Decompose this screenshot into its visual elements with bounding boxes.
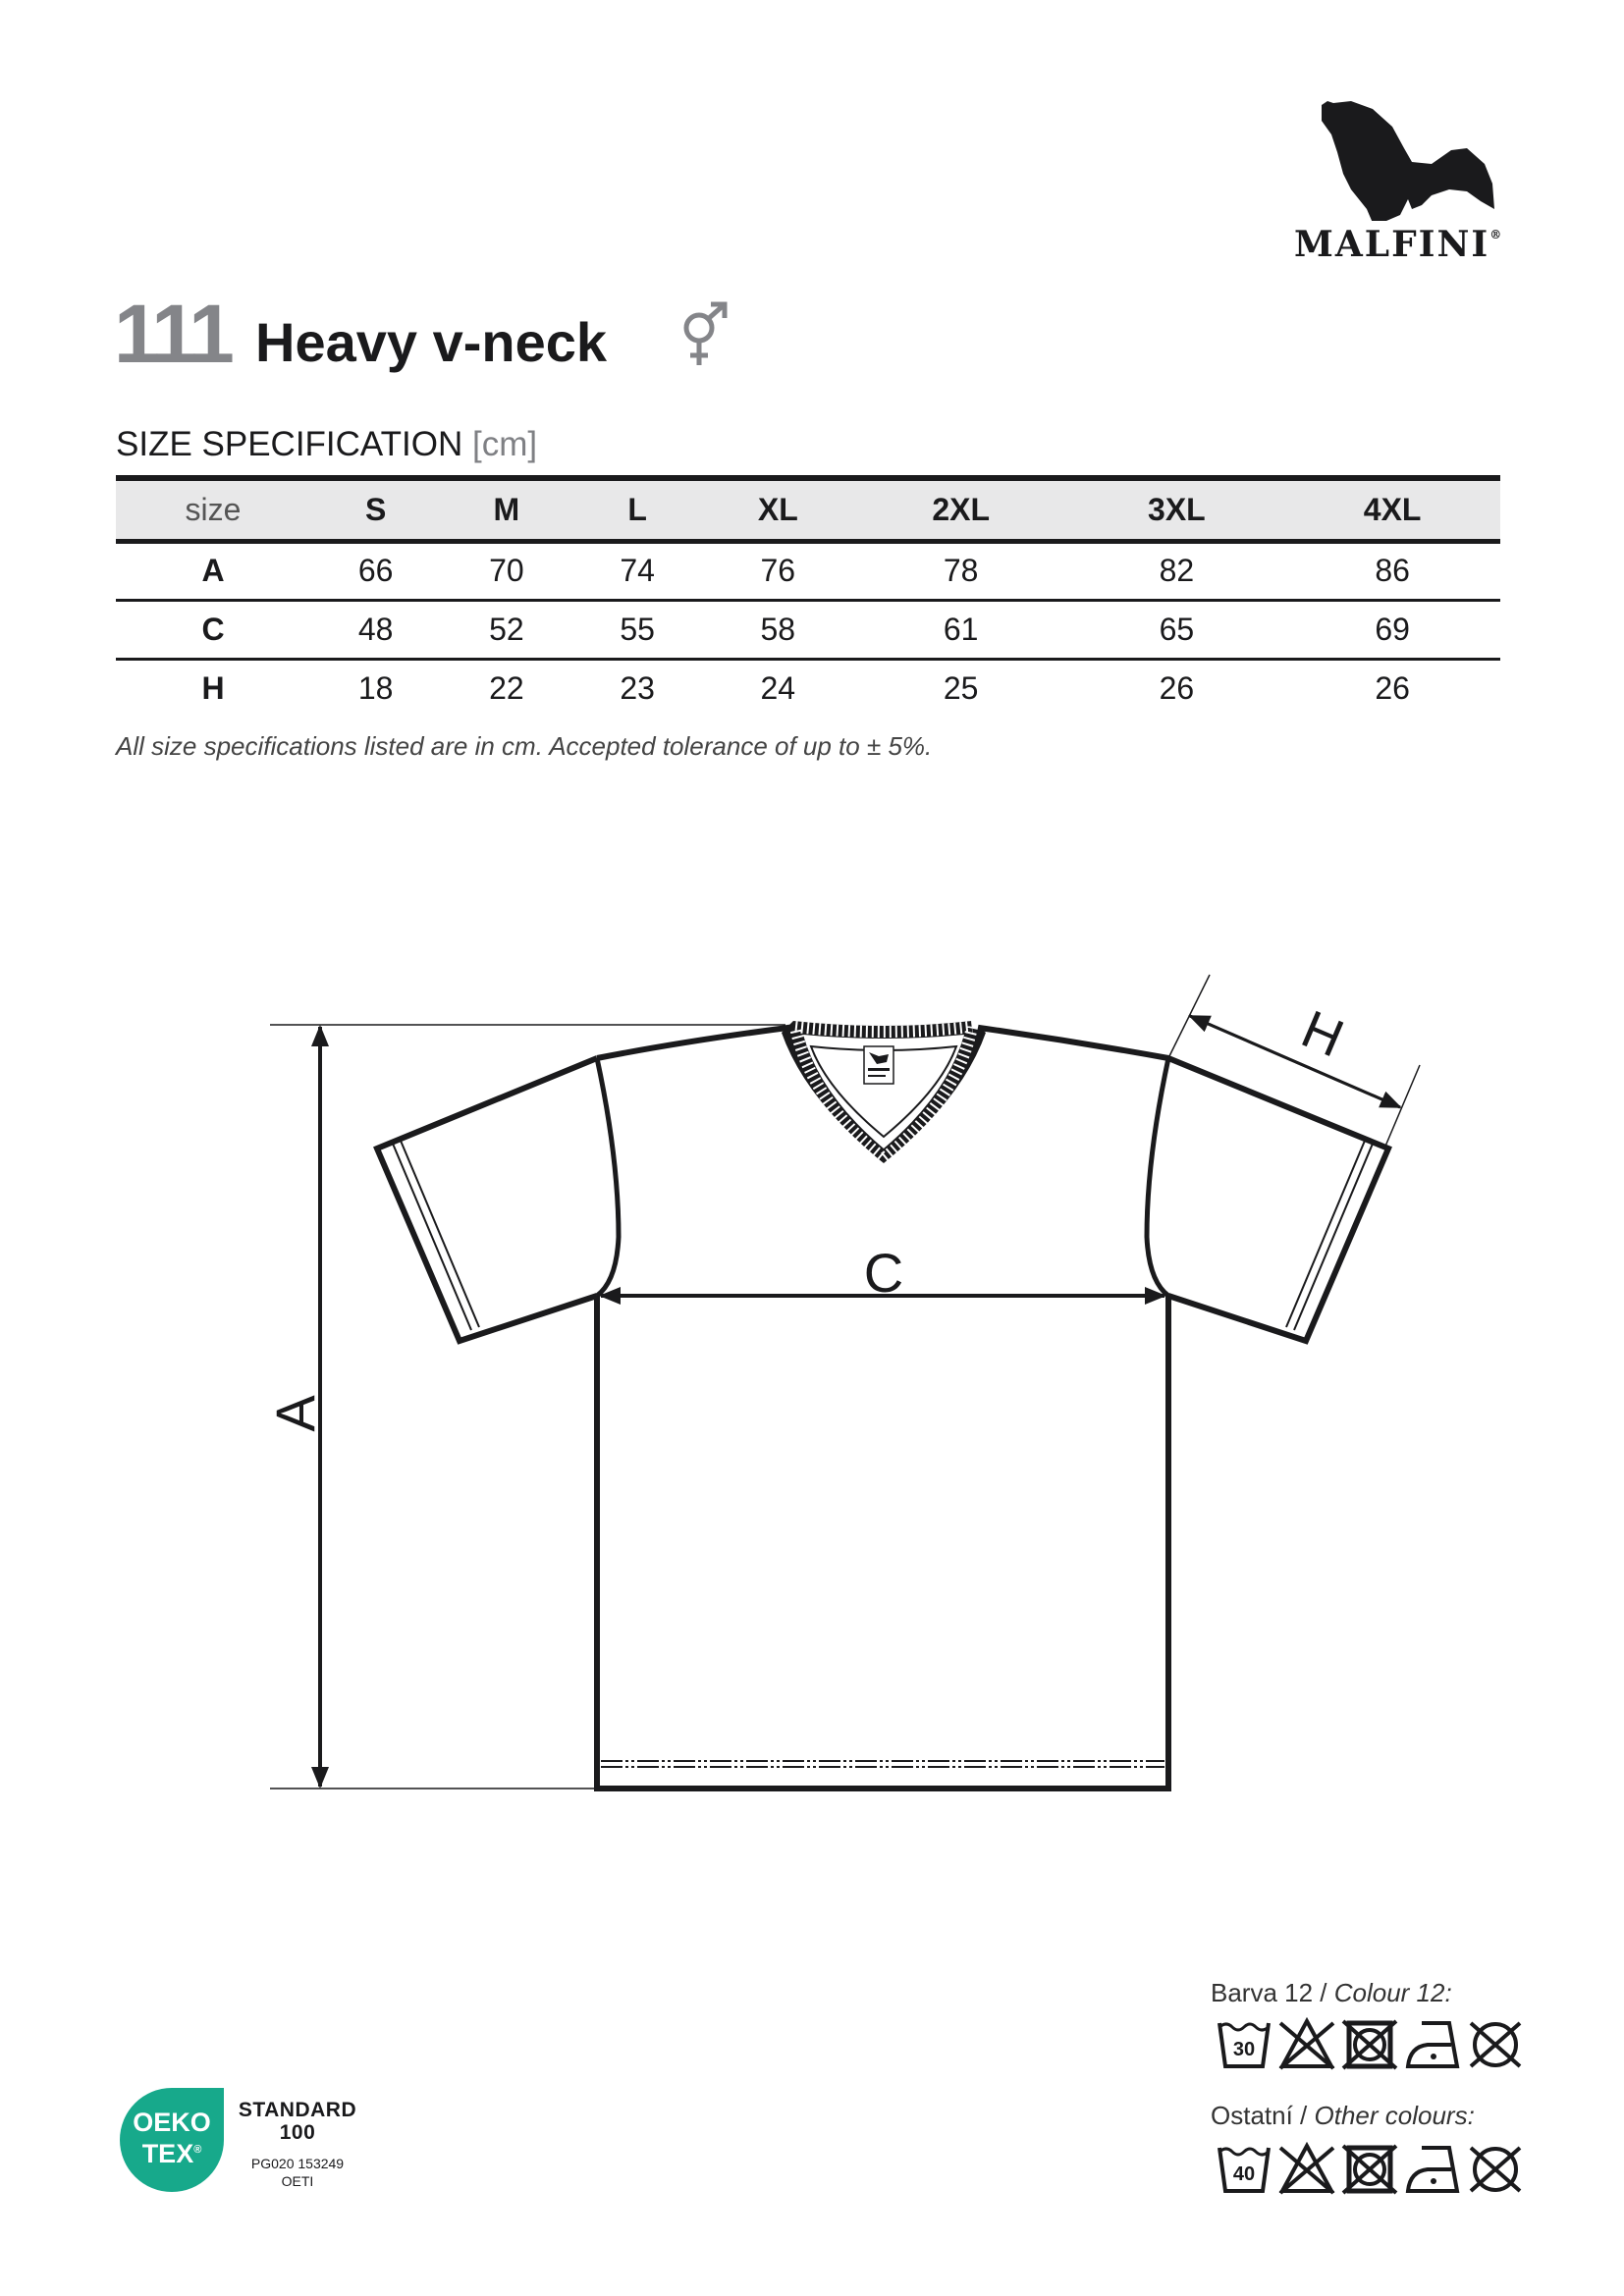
- label-h: H: [1293, 999, 1352, 1069]
- care-label-other-colours: [1211, 2101, 1475, 2131]
- care-icons-other-colours: [1216, 2142, 1530, 2197]
- table-cell: 26: [1375, 670, 1410, 707]
- table-row: [116, 600, 1500, 659]
- table-cell: 76: [760, 553, 796, 588]
- size-header-cell: S: [364, 491, 387, 527]
- iron-low-icon: [1404, 2142, 1461, 2197]
- standard-line-1: STANDARD: [238, 2099, 357, 2121]
- standard-line-2: 100: [279, 2121, 316, 2144]
- row-label: H: [201, 670, 225, 707]
- unisex-gender-icon: [676, 300, 734, 369]
- size-header-cell: 3XL: [1148, 491, 1206, 527]
- table-cell: 25: [943, 670, 979, 707]
- wash-tub-icon: [1216, 2017, 1272, 2072]
- no-bleach-icon: [1278, 2017, 1335, 2072]
- care-label-cz: Ostatní /: [1211, 2101, 1315, 2130]
- table-cell: 65: [1159, 611, 1195, 647]
- table-cell: 55: [620, 611, 655, 647]
- size-header-label: size: [185, 491, 242, 527]
- size-header-cell: M: [493, 491, 520, 527]
- oeko-registered-mark: ®: [193, 2144, 202, 2156]
- size-header-cell: 4XL: [1363, 491, 1422, 527]
- table-cell: 69: [1375, 611, 1410, 647]
- table-cell: 70: [489, 553, 524, 588]
- table-cell: 86: [1375, 553, 1410, 588]
- size-spec-title: [116, 425, 537, 464]
- table-cell: 78: [943, 553, 979, 588]
- size-header-row: [116, 478, 1500, 541]
- care-label-en: Colour 12:: [1333, 1978, 1452, 2007]
- registered-mark: ®: [1489, 228, 1504, 241]
- table-row: [116, 659, 1500, 718]
- table-cell: 22: [489, 670, 524, 707]
- size-header-cell: L: [627, 491, 647, 527]
- table-cell: 66: [357, 553, 394, 588]
- no-dry-clean-icon: [1467, 2017, 1524, 2072]
- table-cell: 24: [760, 670, 796, 707]
- table-cell: 82: [1159, 553, 1195, 588]
- oeko-line-1: OEKO: [133, 2108, 211, 2137]
- table-cell: 52: [489, 611, 524, 647]
- certification-code: [234, 2155, 361, 2190]
- brand-name: [1294, 224, 1503, 265]
- care-label-cz: Barva 12 /: [1211, 1978, 1334, 2007]
- table-cell: 26: [1159, 670, 1195, 707]
- no-dry-clean-icon: [1467, 2142, 1524, 2197]
- size-header-cell: 2XL: [932, 491, 991, 527]
- certificate-institute: OETI: [281, 2173, 314, 2189]
- tshirt-diagram: [0, 962, 1624, 1826]
- standard-100-title: [234, 2099, 361, 2144]
- table-cell: 74: [620, 553, 655, 588]
- tolerance-note: All size specifications listed are in cm. Accepted tolerance of up to ± 5%.: [116, 731, 933, 761]
- care-icons-colour-12: [1216, 2017, 1530, 2072]
- table-cell: 18: [357, 670, 394, 707]
- no-tumble-dry-icon: [1341, 2017, 1398, 2072]
- wash-tub-icon: [1216, 2142, 1272, 2197]
- table-cell: 61: [943, 611, 979, 647]
- product-code: 111: [114, 288, 231, 380]
- size-spec-title-text: SIZE SPECIFICATION: [116, 425, 463, 463]
- oeko-tex-logo-text: [118, 2109, 226, 2167]
- iron-low-icon: [1404, 2017, 1461, 2072]
- size-spec-unit: [cm]: [472, 425, 538, 463]
- no-bleach-icon: [1278, 2142, 1335, 2197]
- care-label-colour-12: [1211, 1978, 1452, 2008]
- wash-temp: 30: [1232, 2039, 1256, 2060]
- product-name: Heavy v-neck: [255, 311, 608, 373]
- certificate-number: PG020 153249: [250, 2156, 345, 2171]
- table-cell: 48: [357, 611, 394, 647]
- wash-temp: 40: [1232, 2163, 1256, 2185]
- brand-name-text: MALFINI: [1294, 224, 1490, 265]
- size-table: [116, 475, 1500, 718]
- no-tumble-dry-icon: [1341, 2142, 1398, 2197]
- table-cell: 23: [620, 670, 655, 707]
- label-c: C: [863, 1242, 904, 1304]
- table-cell: 58: [760, 611, 796, 647]
- oeko-line-2: TEX: [141, 2139, 194, 2168]
- row-label: C: [201, 611, 225, 647]
- size-header-cell: XL: [757, 491, 798, 527]
- row-label: A: [201, 553, 225, 588]
- table-row: [116, 541, 1500, 600]
- label-a: A: [264, 1395, 326, 1432]
- care-label-en: Other colours:: [1314, 2101, 1475, 2130]
